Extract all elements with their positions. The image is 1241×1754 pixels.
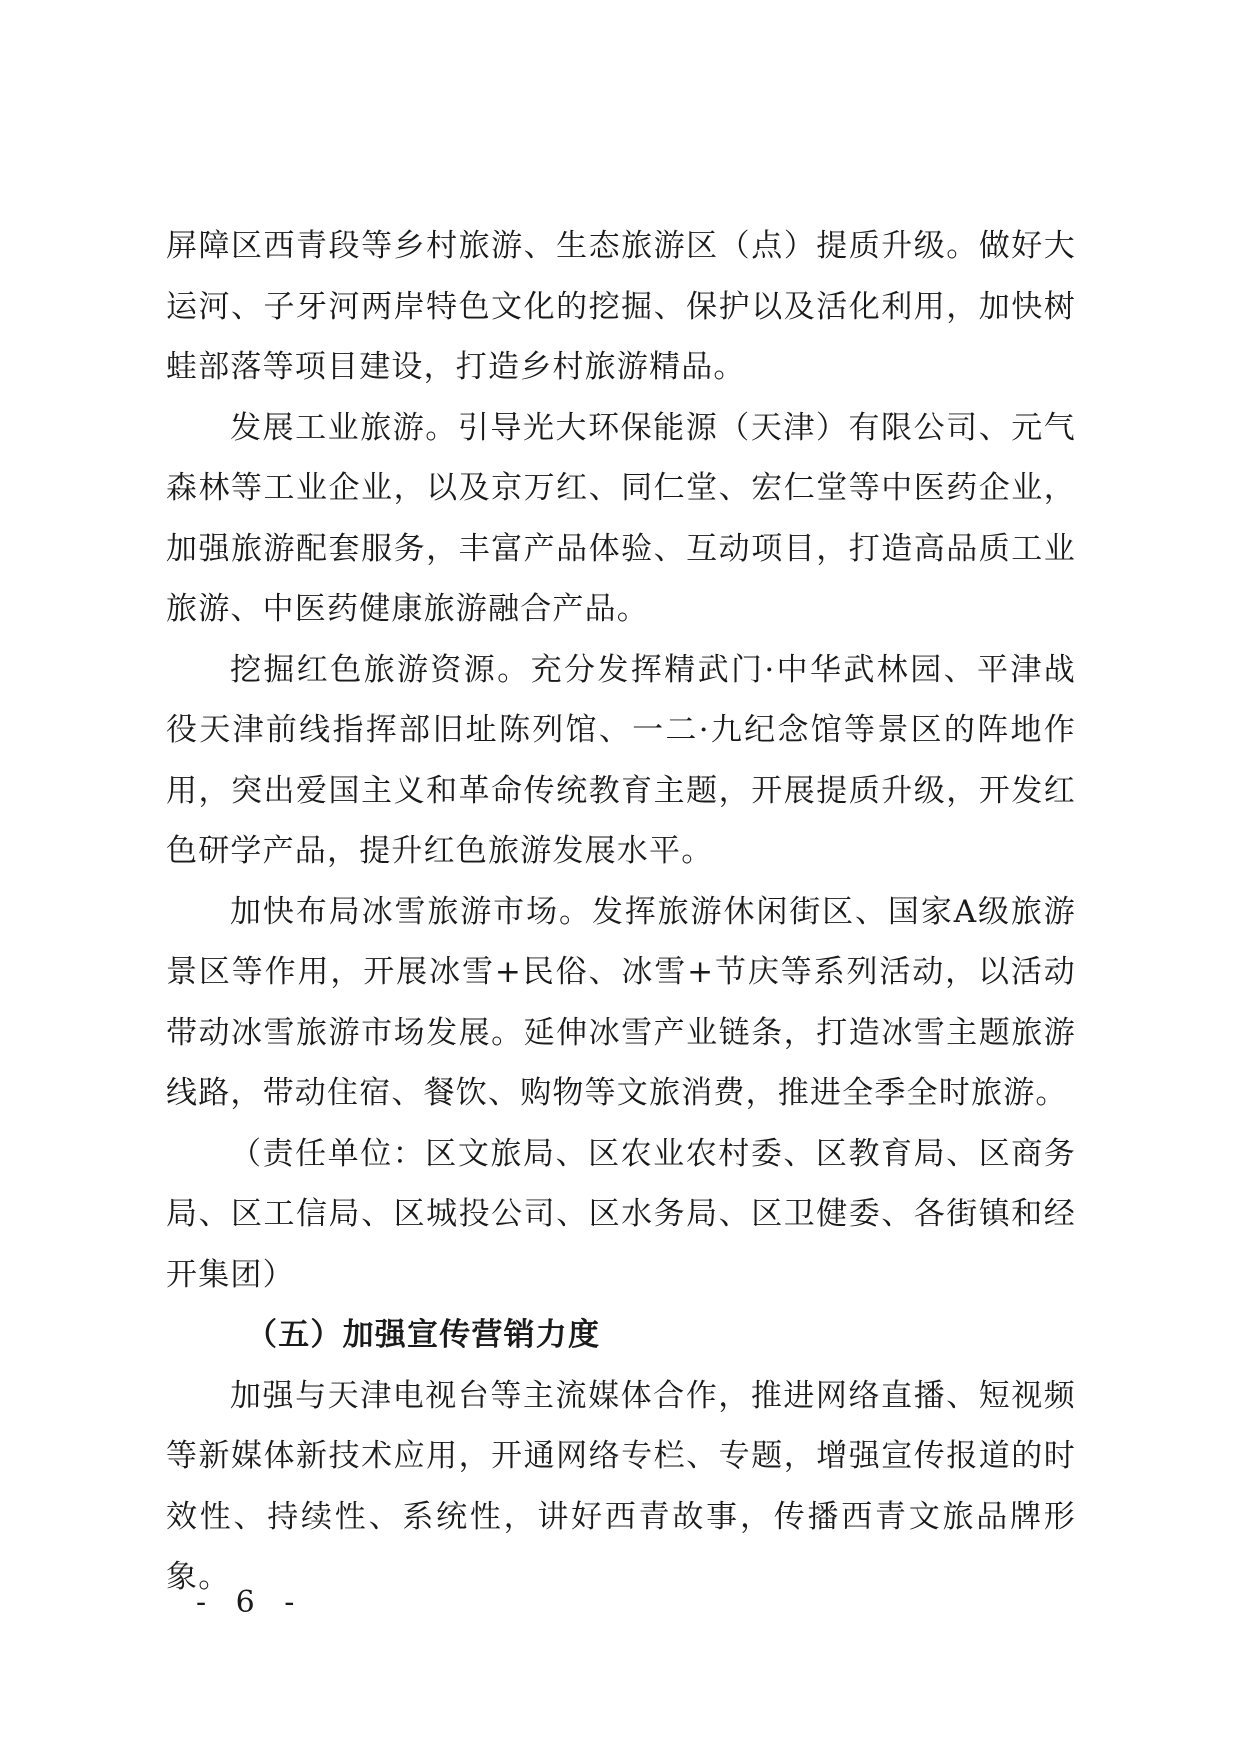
paragraph-responsible-units: （责任单位：区文旅局、区农业农村委、区教育局、区商务局、区工信局、区城投公司、区水务局、区卫健委、各街镇和经开集团） (166, 1135, 1076, 1293)
page-number: - 6 - (196, 1585, 305, 1620)
paragraph-rural-tourism-continued: 屏障区西青段等乡村旅游、生态旅游区（点）提质升级。做好大运河、子牙河两岸特色文化的挖掘、保护以及活化利用，加快树蛙部落等项目建设，打造乡村旅游精品。 (166, 228, 1076, 385)
paragraph-publicity-marketing: 加强与天津电视台等主流媒体合作，推进网络直播、短视频等新媒体新技术应用，开通网络专栏、专题，增强宣传报道的时效性、持续性、系统性，讲好西青故事，传播西青文旅品牌形象。 (166, 1377, 1076, 1595)
document-body (166, 216, 1076, 1608)
paragraph-industrial-tourism: 发展工业旅游。引导光大环保能源（天津）有限公司、元气森林等工业企业，以及京万红、同仁堂、宏仁堂等中医药企业，加强旅游配套服务，丰富产品体验、互动项目，打造高品质工业旅游、中医药健康旅游融合产品。 (166, 409, 1076, 627)
section-heading: （五）加强宣传营销力度 (246, 1317, 601, 1353)
paragraph-ice-snow-tourism: 加快布局冰雪旅游市场。发挥旅游休闲街区、国家A级旅游景区等作用，开展冰雪+民俗、冰雪+节庆等系列活动，以活动带动冰雪旅游市场发展。延伸冰雪产业链条，打造冰雪主题旅游线路，带动住宿、餐饮、购物等文旅消费，推进全季全时旅游。 (166, 893, 1076, 1111)
paragraph-red-tourism: 挖掘红色旅游资源。充分发挥精武门·中华武林园、平津战役天津前线指挥部旧址陈列馆、一二·九纪念馆等景区的阵地作用，突出爱国主义和革命传统教育主题，开展提质升级，开发红色研学产品，提升红色旅游发展水平。 (166, 651, 1076, 869)
